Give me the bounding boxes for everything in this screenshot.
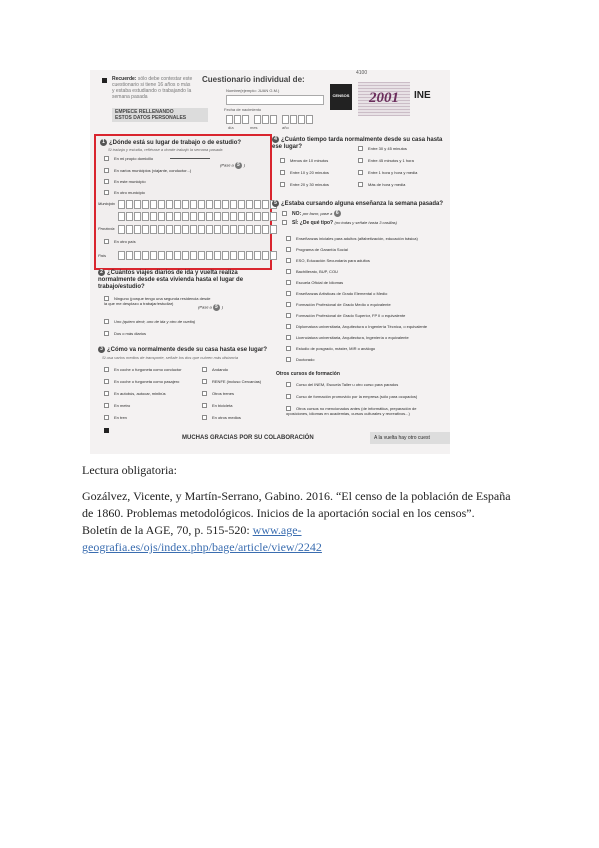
vuelta-note: A la vuelta hay otro cuest (370, 432, 450, 444)
q5-opt-11[interactable]: Estudio de posgrado, máster, MIR o análogo (286, 346, 375, 351)
census-year: 2001 (369, 90, 399, 106)
ano-label: año (282, 125, 289, 130)
q3-title: 3 ¿Cómo va normalmente desde su casa hasta ese lugar? (98, 346, 267, 354)
fecha-label: Fecha de nacimiento (224, 107, 262, 112)
q4-left-1[interactable]: Menos de 10 minutos (280, 158, 328, 163)
q1-option-5[interactable]: En otro país (104, 239, 136, 244)
q5-opt-8[interactable]: Formación Profesional de Grado Superior, FP II o equivalente (286, 313, 405, 318)
q4-left-3[interactable]: Entre 20 y 30 minutos (280, 182, 329, 187)
fecha-boxes[interactable] (226, 115, 313, 124)
q4-left-2[interactable]: Entre 10 y 20 minutos (280, 170, 329, 175)
dia-label: día (228, 125, 234, 130)
q1-pase: (Pase a 5 ) (220, 162, 246, 168)
q2-option-2[interactable]: Uno (quiero decir, uno de ida y otro de vuelta) (104, 319, 195, 324)
recuerde-note (112, 76, 194, 100)
q2-option-1[interactable]: Ninguno (porque tengo una segunda residencia desde la que me desplazo a trabajar/estudiar) (104, 296, 211, 307)
q5-opt-3[interactable]: ESO, Educación Secundaria para adultos (286, 258, 370, 263)
q5-opt-10[interactable]: Licenciatura universitaria, Arquitectura, Ingeniería o equivalente (286, 335, 409, 340)
q3-left-3[interactable]: En autobús, autocar, minibús (104, 391, 166, 396)
recuerde-text: sólo debe contestar este cuestionario si tiene 16 años o más y estaba estudiando o trabajando la semana pasada (112, 76, 193, 100)
q1-pais-label: País (98, 253, 107, 258)
q5-opt-4[interactable]: Bachillerato, BUP, COU (286, 269, 338, 274)
q4-right-1[interactable]: Entre 30 y 45 minutos (358, 146, 407, 151)
q3-subtitle: Si usa varios medios de transporte, señale los dos que cubren más distancia (102, 355, 239, 360)
q5-opt-6[interactable]: Enseñanzas Artísticas de Grado Elemental o Medio (286, 291, 387, 296)
q1-pais-boxes[interactable] (118, 251, 277, 260)
q1-municipio-boxes-2[interactable] (118, 212, 277, 221)
q5-opt-2[interactable]: Programa de Garantía Social (286, 247, 348, 252)
q3-number: 3 (98, 346, 105, 353)
q3-right-5[interactable]: En otros medios (202, 415, 241, 420)
q1-option-3[interactable]: En este municipio (104, 179, 146, 184)
q4-right-3[interactable]: Entre 1 hora y hora y media (358, 170, 417, 175)
q5-opt-7[interactable]: Formación Profesional de Grado Medio o equivalente (286, 302, 391, 307)
q3-left-1[interactable]: En coche o furgoneta como conductor (104, 367, 182, 372)
q5-otros-title: Otros cursos de formación (276, 371, 340, 377)
corner-mark (102, 78, 107, 83)
q1-option-1[interactable]: En mi propio domicilio (104, 156, 153, 161)
q1-municipio-label: Municipio (98, 201, 115, 206)
censos-label: CENSOS (332, 93, 350, 98)
q2-option-3[interactable]: Dos o más diarios (104, 331, 146, 336)
q1-municipio-boxes[interactable] (118, 200, 277, 209)
q4-title: 4 ¿Cuánto tiempo tarda normalmente desde su casa hasta ese lugar? (272, 136, 443, 151)
q1-arrow-line (170, 158, 210, 159)
q1-highlight-box (94, 134, 272, 270)
empiece-line1: EMPIECE RELLENANDO (115, 109, 174, 115)
q3-right-1[interactable]: Andando (202, 367, 228, 372)
ine-logo: INE (414, 90, 431, 101)
q3-left-2[interactable]: En coche o furgoneta como pasajero (104, 379, 179, 384)
q5-opt-5[interactable]: Escuela Oficial de Idiomas (286, 280, 343, 285)
q4-right-2[interactable]: Entre 45 minutos y 1 hora (358, 158, 414, 163)
q3-right-4[interactable]: En bicicleta (202, 403, 232, 408)
q3-right-2[interactable]: RENFE (incluso Cercanías) (202, 379, 261, 384)
q5-otros-2[interactable]: Curso de formación promovido por la empresa (sólo para ocupados) (286, 394, 417, 399)
caption: Lectura obligatoria: (82, 463, 177, 477)
q1-provincia-boxes[interactable] (118, 225, 277, 234)
q3-left-5[interactable]: En tren (104, 415, 127, 420)
form-title: Cuestionario individual de: (202, 75, 305, 84)
q1-option-2[interactable]: En varios municipios (viajante, conductor...) (104, 168, 191, 173)
footer-mark (104, 428, 109, 433)
empiece-banner (112, 108, 208, 122)
recuerde-label: Recuerde: (112, 76, 137, 82)
q4-number: 4 (272, 136, 279, 143)
q5-si[interactable]: SÍ: ¿De qué tipo? (no todas y señale hasta 3 casillas) (282, 220, 397, 226)
q1-title: 1 ¿Dónde está su lugar de trabajo o de estudio? (100, 139, 241, 147)
reference-link[interactable]: www.age-geografia.es/ojs/index.php/bage/article/view/2242 (82, 523, 322, 554)
q5-opt-9[interactable]: Diplomatura universitaria, Arquitectura o Ingeniería Técnica, o equivalente (286, 324, 427, 329)
nombre-label: Nombre(ejemplo: JUAN G.M.) (226, 88, 280, 93)
q3-right-3[interactable]: Otros trenes (202, 391, 234, 396)
q1-provincia-label: Provincia (98, 226, 115, 231)
q3-left-4[interactable]: En metro (104, 403, 130, 408)
corner-code: 4100 (356, 70, 368, 76)
q5-title: 5 ¿Estaba cursando alguna enseñanza la semana pasada? (272, 200, 444, 208)
q2-number: 2 (98, 269, 105, 276)
q5-otros-1[interactable]: Curso del INEM, Escuela Taller u otro curso para parados (286, 382, 398, 387)
reference (82, 488, 512, 556)
census-year-logo (358, 82, 410, 116)
census-form-image (90, 70, 450, 454)
mes-label: mes (250, 125, 258, 130)
q1-subtitle: Si trabaja y estudia, refiérase a donde trabajó la semana pasada (108, 147, 223, 152)
q1-number: 1 (100, 139, 107, 146)
gracias-text: MUCHAS GRACIAS POR SU COLABORACIÓN (182, 435, 314, 441)
q1-option-4[interactable]: En otro municipio (104, 190, 145, 195)
censos-logo (330, 84, 352, 110)
reference-text: Gozálvez, Vicente, y Martín-Serrano, Gabino. 2016. “El censo de la población de España de 1860. Problemas metodológicos. Inicios de la aportación social en los censos”. Boletín de la AGE, 70, p. 515-520: (82, 489, 511, 537)
q5-opt-12[interactable]: Doctorado (286, 357, 314, 362)
q5-number: 5 (272, 200, 279, 207)
q2-title: 2 ¿Cuántos viajes diarios de ida y vuelta realiza normalmente desde esta vivienda hasta el lugar de trabajo/estudio? (98, 269, 244, 291)
q2-pase: (Pase a 5 ) (198, 304, 224, 310)
q5-opt-1[interactable]: Enseñanzas iniciales para adultos (alfabetización, educación básica) (286, 236, 418, 241)
empiece-line2: ESTOS DATOS PERSONALES (115, 115, 187, 121)
q4-right-4[interactable]: Más de hora y media (358, 182, 405, 187)
q5-no[interactable]: NO: por favor, pase a 6 (282, 210, 343, 217)
nombre-field[interactable] (226, 95, 324, 105)
q5-otros-3[interactable]: Otros cursos no mencionados antes (de informática, preparación de oposiciones, idiomas en academias, cursos culturales y recreativos...) (286, 406, 417, 417)
